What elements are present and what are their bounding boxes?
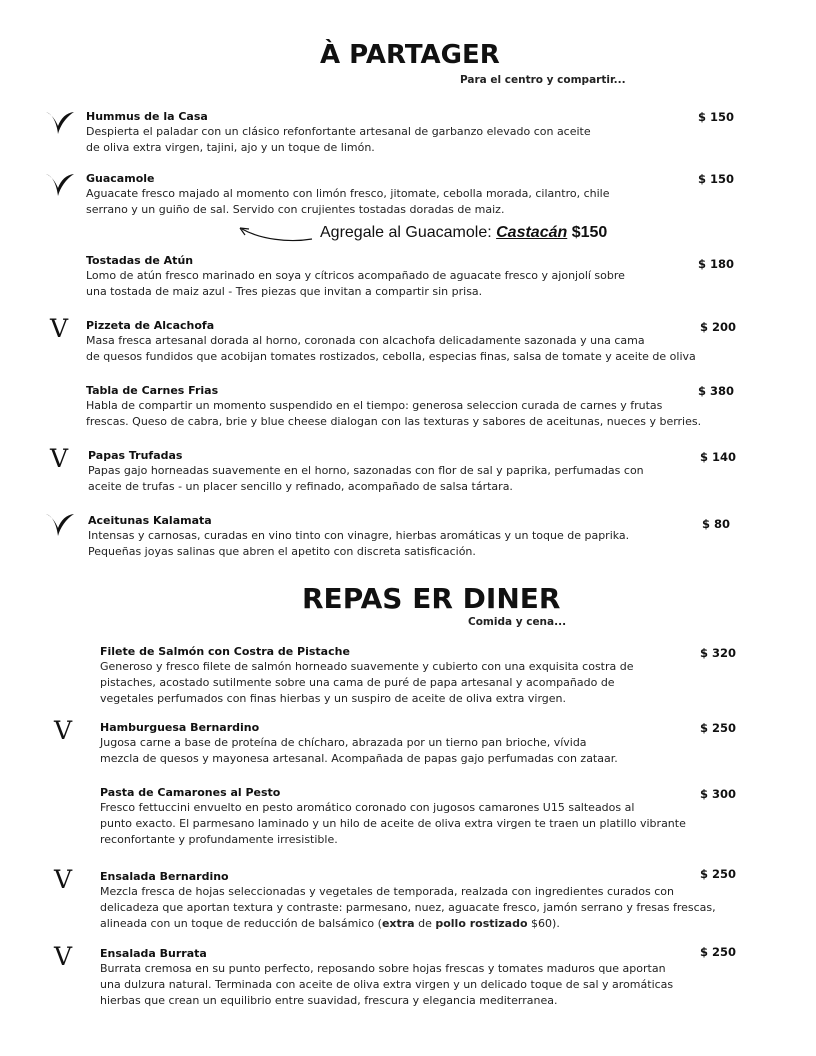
section-title-partager: À PARTAGER	[320, 40, 500, 70]
item-description: Mezcla fresca de hojas seleccionadas y vegetales de temporada, realzada con ingredientes curados con delicadeza que aportan textura y contraste: parmesano, nuez, aguacate fresco, jamón serrano y fresas frescas, alineada con un toque de reducción de balsámico (extra de pollo rostizado $60).	[100, 885, 716, 930]
item-price: $ 380	[698, 384, 735, 398]
vegetarian-v-icon: V	[50, 314, 69, 343]
item-description: Burrata cremosa en su punto perfecto, reposando sobre hojas frescas y tomates maduros que aportan una dulzura natural. Terminada con aceite de oliva extra virgen y un delicado toque de sal y aromáticas hierbas que crean un equilibrio entre suavidad, frescura y elegancia mediterranea.	[100, 962, 674, 1007]
item-price: $ 250	[700, 867, 737, 881]
item-description: Aguacate fresco majado al momento con limón fresco, jitomate, cebolla morada, cilantro, chile serrano y un guiño de sal. Servido con crujientes tostadas doradas de maiz.	[86, 187, 610, 216]
item-price: $ 250	[700, 945, 737, 959]
item-price: $ 140	[700, 450, 737, 464]
item-description: Papas gajo horneadas suavemente en el horno, sazonadas con flor de sal y paprika, perfumadas con aceite de trufas - un placer sencillo y refinado, acompañado de salsa tártara.	[88, 464, 644, 493]
item-name: Ensalada Bernardino	[100, 870, 229, 883]
item-name: Hummus de la Casa	[86, 110, 208, 123]
item-price: $ 250	[700, 721, 737, 735]
vegetarian-v-icon: V	[50, 444, 69, 473]
item-description: Lomo de atún fresco marinado en soya y cítricos acompañado de aguacate fresco y ajonjolí sobre una tostada de maiz azul - Tres piezas que invitan a compartir sin prisa.	[86, 269, 625, 298]
item-price: $ 150	[698, 172, 735, 186]
item-name: Hamburguesa Bernardino	[100, 721, 260, 734]
item-price: $ 320	[700, 646, 737, 660]
item-name: Guacamole	[86, 172, 155, 185]
item-name: Papas Trufadas	[88, 449, 183, 462]
item-description: Masa fresca artesanal dorada al horno, coronada con alcachofa delicadamente sazonada y una cama de quesos fundidos que acobijan tomates rostizados, cebolla, especias finas, salsa de tomate y aceite de oliva	[86, 334, 696, 363]
item-description: Intensas y carnosas, curadas en vino tinto con vinagre, hierbas aromáticas y un toque de paprika. Pequeñas joyas salinas que abren el apetito con discreta satisficación.	[88, 529, 630, 558]
item-price: $ 80	[702, 517, 731, 531]
item-description: Jugosa carne a base de proteína de chícharo, abrazada por un tierno pan brioche, vívida mezcla de quesos y mayonesa artesanal. Acompañada de papas gajo perfumadas con zataar.	[100, 736, 618, 765]
item-name: Filete de Salmón con Costra de Pistache	[100, 645, 350, 658]
item-name: Ensalada Burrata	[100, 947, 207, 960]
item-description: Generoso y fresco filete de salmón horneado suavemente y cubierto con una exquisita costra de pistaches, acostado sutilmente sobre una cama de puré de papa artesanal y acompañado de vegetales perfumados con finas hierbas y un suspiro de aceite de oliva extra virgen.	[100, 660, 634, 705]
item-name: Pasta de Camarones al Pesto	[100, 786, 281, 799]
section-subtitle-repas: Comida y cena...	[468, 616, 567, 628]
item-price: $ 200	[700, 320, 737, 334]
vegetarian-v-icon: V	[54, 865, 73, 894]
leaf-icon	[44, 510, 76, 538]
item-description: Despierta el paladar con un clásico refonfortante artesanal de garbanzo elevado con aceite de oliva extra virgen, tajini, ajo y un toque de limón.	[86, 125, 591, 154]
vegetarian-v-icon: V	[54, 942, 73, 971]
section-title-repas: REPAS ER DINER	[302, 582, 561, 615]
item-description: Habla de compartir un momento suspendido en el tiempo: generosa seleccion curada de carnes y frutas frescas. Queso de cabra, brie y blue cheese dialogan con las texturas y sabores de aceitunas, nueces y berries.	[86, 399, 702, 428]
guacamole-addon-note: Agregale al Guacamole: Castacán $150	[320, 224, 608, 241]
vegetarian-v-icon: V	[54, 716, 73, 745]
item-name: Pizzeta de Alcachofa	[86, 319, 215, 332]
leaf-icon	[44, 108, 76, 136]
item-name: Tabla de Carnes Frias	[86, 384, 219, 397]
item-price: $ 150	[698, 110, 735, 124]
curved-arrow-icon	[236, 222, 316, 244]
item-price: $ 180	[698, 257, 735, 271]
leaf-icon	[44, 170, 76, 198]
item-description: Fresco fettuccini envuelto en pesto aromático coronado con jugosos camarones U15 salteados al punto exacto. El parmesano laminado y un hilo de aceite de oliva extra virgen te traen un platillo vibrante reconfortante y profundamente irresistible.	[100, 801, 686, 846]
item-name: Tostadas de Atún	[86, 254, 194, 267]
item-name: Aceitunas Kalamata	[88, 514, 212, 527]
item-price: $ 300	[700, 787, 737, 801]
section-subtitle-partager: Para el centro y compartir...	[460, 74, 626, 86]
